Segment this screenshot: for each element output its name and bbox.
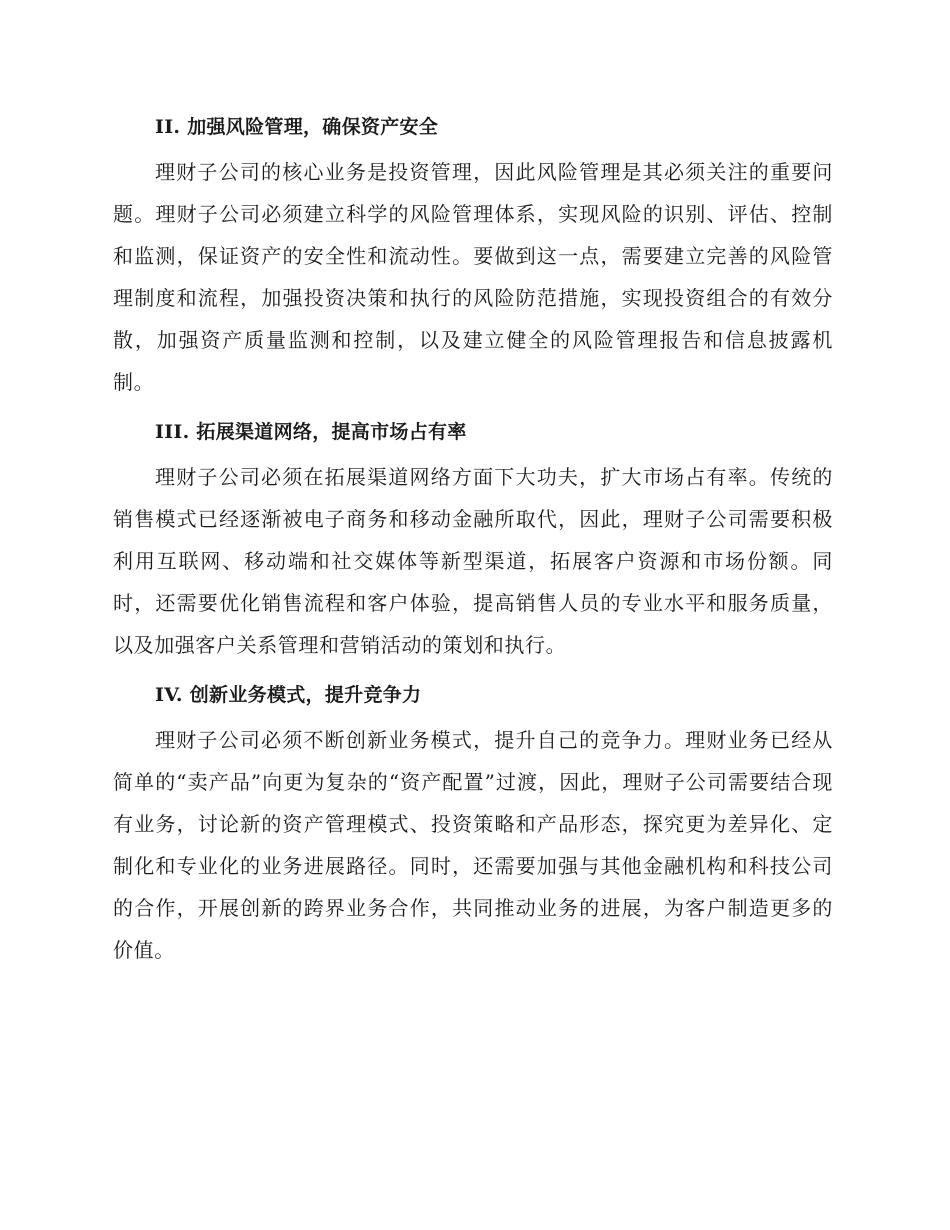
section-paragraph: 理财子公司的核心业务是投资管理，因此风险管理是其必须关注的重要问题。理财子公司必须建立科学的风险管理体系，实现风险的识别、评估、控制和监测，保证资产的安全性和流动性。要做到这一点，需要建立完善的风险管理制度和流程，加强投资决策和执行的风险防范措施，实现投资组合的有效分散，加强资产质量监测和控制，以及建立健全的风险管理报告和信息披露机制。 <box>113 160 833 394</box>
section-paragraph: 理财子公司必须在拓展渠道网络方面下大功夫，扩大市场占有率。传统的销售模式已经逐渐被电子商务和移动金融所取代，因此，理财子公司需要积极利用互联网、移动端和社交媒体等新型渠道，拓展客户资源和市场份额。同时，还需要优化销售流程和客户体验，提高销售人员的专业水平和服务质量，以及加强客户关系管理和营销活动的策划和执行。 <box>113 465 833 657</box>
section-channel-network <box>113 413 833 666</box>
section-heading: III. 拓展渠道网络，提高市场占有率 <box>155 421 467 443</box>
section-business-innovation <box>113 676 833 971</box>
section-risk-management <box>113 108 833 403</box>
section-heading: IV. 创新业务模式，提升竞争力 <box>155 684 422 706</box>
document-body <box>113 108 833 981</box>
section-heading: II. 加强风险管理，确保资产安全 <box>155 116 439 138</box>
section-paragraph: 理财子公司必须不断创新业务模式，提升自己的竞争力。理财业务已经从简单的“卖产品”向更为复杂的“资产配置”过渡，因此，理财子公司需要结合现有业务，讨论新的资产管理模式、投资策略和产品形态，探究更为差异化、定制化和专业化的业务进展路径。同时，还需要加强与其他金融机构和科技公司的合作，开展创新的跨界业务合作，共同推动业务的进展，为客户制造更多的价值。 <box>113 728 833 962</box>
